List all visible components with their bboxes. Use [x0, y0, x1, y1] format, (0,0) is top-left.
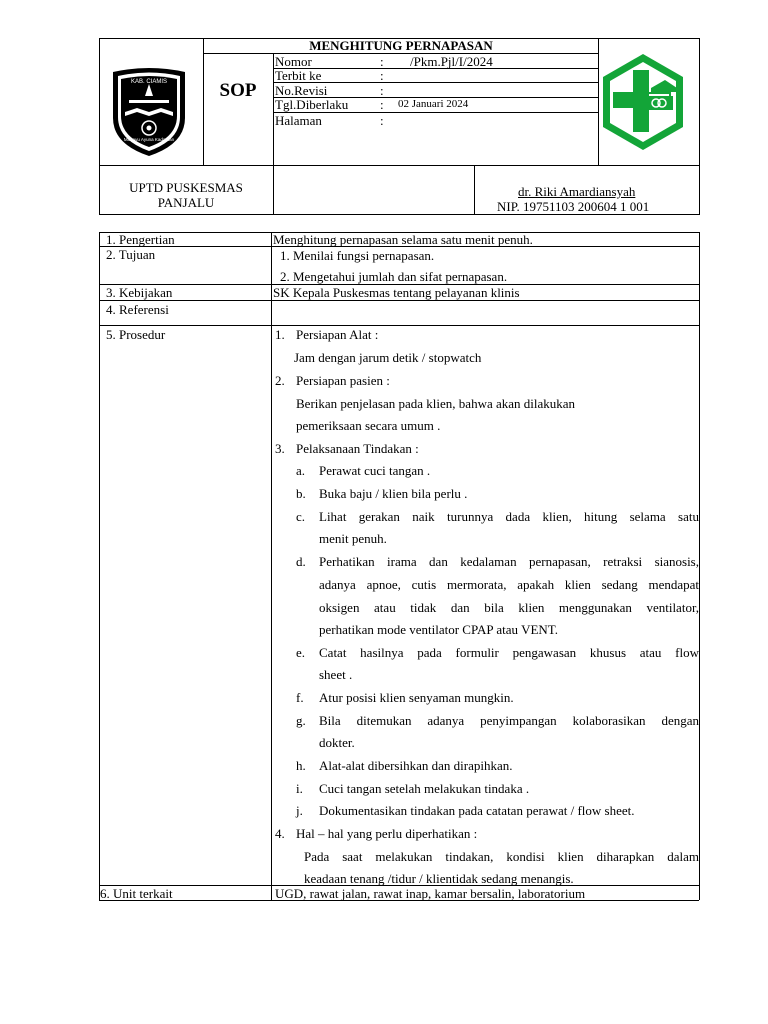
field-sep-tgl: :: [380, 97, 384, 112]
field-sep-halaman: :: [380, 113, 384, 128]
section-title: Persiapan pasien :: [296, 373, 390, 388]
section-number: 2.: [275, 373, 285, 388]
document-title: MENGHITUNG PERNAPASAN: [309, 38, 493, 53]
tujuan-item-2: 2. Mengetahui jumlah dan sifat pernapasan.: [280, 269, 508, 284]
list-item: Bila ditemukan adanya penyimpangan kolaborasikan dengan: [319, 713, 699, 728]
section-number: 4.: [275, 826, 285, 841]
section-number: 3.: [275, 441, 285, 456]
puskesmas-logo-icon: [599, 52, 687, 152]
list-marker: d.: [296, 554, 306, 569]
row-text-pengertian: Menghitung pernapasan selama satu menit penuh.: [273, 232, 533, 247]
section-title: Persiapan Alat :: [296, 327, 379, 342]
field-sep-terbit: :: [380, 68, 384, 83]
list-marker: g.: [296, 713, 306, 728]
row-text-unit-terkait: UGD, rawat jalan, rawat inap, kamar bersalin, laboratorium: [275, 886, 586, 901]
list-item: Catat hasilnya pada formulir pengawasan khusus atau flow: [319, 645, 699, 660]
field-value-nomor: /Pkm.Pjl/I/2024: [410, 54, 493, 69]
sop-label: SOP: [219, 80, 257, 101]
section-title: Pelaksanaan Tindakan :: [296, 441, 419, 456]
field-sep-nomor: :: [380, 54, 384, 69]
list-item-continued: dokter.: [319, 735, 355, 750]
field-label-revisi: No.Revisi: [275, 83, 328, 98]
list-marker: b.: [296, 486, 306, 501]
section-number: 1.: [275, 327, 285, 342]
row-label-pengertian: 1. Pengertian: [106, 232, 175, 247]
list-item: Alat-alat dibersihkan dan dirapihkan.: [319, 758, 513, 773]
row-label-unit-terkait: 6. Unit terkait: [100, 886, 173, 901]
list-marker: j.: [296, 803, 303, 818]
list-item: Atur posisi klien senyaman mungkin.: [319, 690, 514, 705]
kabupaten-ciamis-emblem-icon: [109, 66, 189, 158]
list-item: Dokumentasikan tindakan pada catatan perawat / flow sheet.: [319, 803, 635, 818]
list-marker: e.: [296, 645, 306, 660]
list-item-continued: sheet .: [319, 667, 353, 682]
emblem-bottom-text: Mahayu Ayuna Kadatuan: [123, 137, 175, 142]
row-label-prosedur: 5. Prosedur: [106, 327, 166, 342]
list-marker: h.: [296, 758, 306, 773]
list-marker: f.: [296, 690, 304, 705]
list-item: Cuci tangan setelah melakukan tindaka .: [319, 781, 530, 796]
section-body: Berikan penjelasan pada klien, bahwa akan dilakukan: [296, 396, 576, 411]
field-label-nomor: Nomor: [275, 54, 312, 69]
list-item: Lihat gerakan naik turunnya dada klien, hitung selama satu: [319, 509, 699, 524]
list-item-continued: oksigen atau tidak dan bila klien menggunakan ventilator,: [319, 600, 699, 615]
org-name-line1: UPTD PUSKESMAS: [129, 180, 243, 195]
field-label-halaman: Halaman: [275, 113, 322, 128]
field-label-terbit: Terbit ke: [275, 68, 322, 83]
list-item: Perhatikan irama dan kedalaman pernapasan, retraksi sianosis,: [319, 554, 699, 569]
list-item-continued: adanya apnoe, cutis mermorata, apakah klien sedang mendapat: [319, 577, 699, 592]
row-label-referensi: 4. Referensi: [106, 302, 169, 317]
list-marker: c.: [296, 509, 306, 524]
tujuan-item-1: 1. Menilai fungsi pernapasan.: [280, 248, 435, 263]
section-title: Hal – hal yang perlu diperhatikan :: [296, 826, 478, 841]
emblem-top-text: KAB. CIAMIS: [130, 79, 167, 85]
section-body: pemeriksaan secara umum .: [296, 418, 441, 433]
section-body: keadaan tenang /tidur / klientidak sedang menangis.: [304, 871, 574, 886]
list-item-continued: perhatikan mode ventilator CPAP atau VENT.: [319, 622, 559, 637]
section-body: Jam dengan jarum detik / stopwatch: [294, 350, 482, 365]
row-label-kebijakan: 3. Kebijakan: [106, 285, 173, 300]
field-value-tgl: 02 Januari 2024: [398, 98, 469, 110]
list-marker: i.: [296, 781, 303, 796]
list-marker: a.: [296, 463, 306, 478]
section-body: Pada saat melakukan tindakan, kondisi klien diharapkan dalam: [304, 849, 699, 864]
row-text-kebijakan: SK Kepala Puskesmas tentang pelayanan klinis: [273, 285, 520, 300]
field-label-tgl: Tgl.Diberlaku: [275, 97, 349, 112]
signer-name: dr. Riki Amardiansyah: [518, 184, 636, 199]
list-item-continued: menit penuh.: [319, 531, 387, 546]
row-label-tujuan: 2. Tujuan: [106, 247, 156, 262]
list-item: Buka baju / klien bila perlu .: [319, 486, 468, 501]
field-sep-revisi: :: [380, 83, 384, 98]
signer-nip: NIP. 19751103 200604 1 001: [497, 199, 650, 214]
list-item: Perawat cuci tangan .: [319, 463, 431, 478]
org-name-line2: PANJALU: [157, 195, 215, 210]
